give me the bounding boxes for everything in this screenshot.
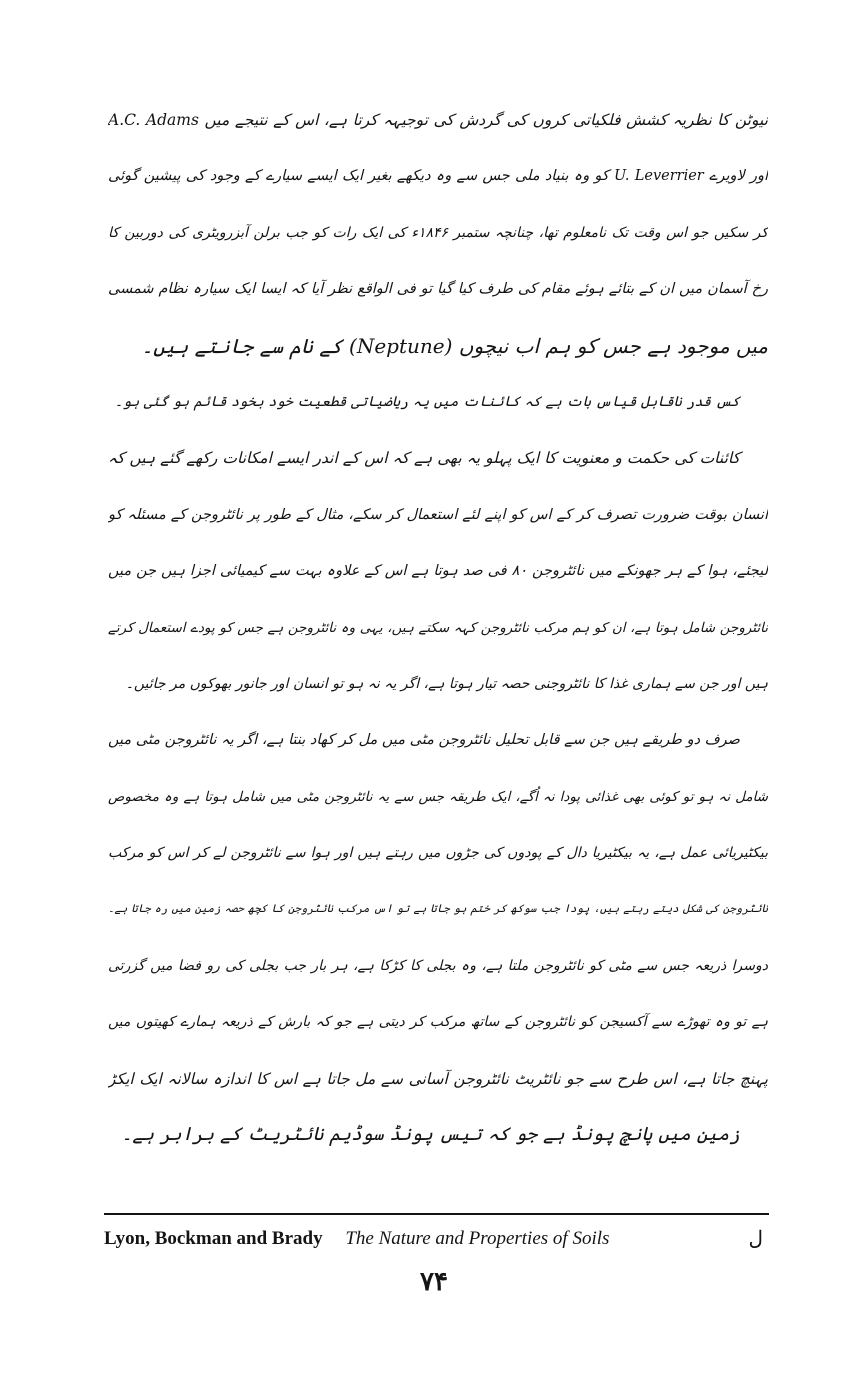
- text-line: اور لاویرے U. Leverrier کو وہ بنیاد ملی جس سے وہ دیکھے بغیر ایک ایسے سیارے کے وجود کی پیشین گوئی: [108, 168, 768, 185]
- text-line: پہنچ جاتا ہے، اس طرح سے جو نائٹریٹ نائٹروجن آسانی سے مل جاتا ہے اس کا اندازہ سالانہ ایک ایکڑ: [108, 1069, 768, 1088]
- text-line: نائٹروجن شامل ہوتا ہے، ان کو ہم مرکب نائٹروجن کہہ سکتے ہیں، یہی وہ نائٹروجن ہے جس کو پودے استعمال کرتے: [108, 619, 768, 636]
- text-line: نیوٹن کا نظریہ کشش فلکیاتی کروں کی گردش کی توجیہہ کرتا ہے، اس کے نتیجے میں A.C. Adams: [108, 111, 768, 129]
- text-line: ہیں اور جن سے ہماری غذا کا نائٹروجنی حصہ تیار ہوتا ہے، اگر یہ نہ ہو تو انسان اور جانور بھوکوں مر جائیں۔: [125, 675, 768, 692]
- text-line: شامل نہ ہو تو کوئی بھی غذائی پودا نہ اُگے، ایک طریقہ جس سے یہ نائٹروجن مٹی میں شامل ہوتا ہے وہ مخصوص: [108, 788, 768, 805]
- footnote-divider: [104, 1213, 769, 1215]
- text-line: کس قدر ناقابل قیاس بات ہے کہ کائنات میں یہ ریاضیاتی قطعیت خود بخود قائم ہو گئی ہو۔: [114, 393, 740, 410]
- footnote-authors: Lyon, Bockman and Brady: [104, 1228, 323, 1249]
- text-line: رخ آسمان میں ان کے بتائے ہوئے مقام کی طرف کیا گیا تو فی الواقع نظر آیا کہ ایسا ایک سیارہ نظام شمسی: [108, 281, 768, 298]
- text-line: ہے تو وہ تھوڑے سے آکسیجن کو نائٹروجن کے ساتھ مرکب کر دیتی ہے جو کہ بارش کے ذریعہ ہمارے کھیتوں میں: [108, 1014, 768, 1031]
- text-line: لیجئے، ہوا کے ہر جھونکے میں نائٹروجن ۸۰ فی صد ہوتا ہے اس کے علاوہ بہت سے کیمیائی اجزا ہیں جن میں: [108, 563, 768, 580]
- text-line: انسان بوقت ضرورت تصرف کر کے اس کو اپنے لئے استعمال کر سکے، مثال کے طور پر نائٹروجن کے مسئلہ کو: [108, 506, 768, 523]
- text-line: صرف دو طریقے ہیں جن سے قابل تحلیل نائٹروجن مٹی میں مل کر کھاد بنتا ہے، اگر یہ نائٹروجن مٹی میں: [108, 732, 740, 749]
- footnote: [104, 1222, 769, 1256]
- footnote-book-title: The Nature and Properties of Soils: [345, 1228, 610, 1249]
- text-line: کائنات کی حکمت و معنویت کا ایک پہلو یہ بھی ہے کہ اس کے اندر ایسے امکانات رکھے گئے ہیں کہ: [108, 449, 740, 468]
- footnote-marker: ل: [748, 1228, 763, 1250]
- text-line: میں موجود ہے جس کو ہم اب نیچوں (Neptune) کے نام سے جانتے ہیں۔: [141, 333, 768, 358]
- text-line: نائٹروجن کی شکل دیتے رہتے ہیں، پودا جب سوکھ کر ختم ہو جاتا ہے تو اس مرکب نائٹروجن کا کچھ حصہ زمین میں رہ جاتا ہے۔: [108, 902, 768, 916]
- text-line: زمین میں پانچ پونڈ ہے جو کہ تیس پونڈ سوڈیم نائٹریٹ کے برابر ہے۔: [121, 1124, 740, 1146]
- text-line: بیکٹیریائی عمل ہے، یہ بیکٹیریا دال کے پودوں کی جڑوں میں رہتے ہیں اور ہوا سے نائٹروجن لے کر اس کو مرکب: [108, 845, 768, 862]
- body-text: [108, 92, 768, 1163]
- page-number: ۷۴: [420, 1267, 448, 1297]
- text-line: کر سکیں جو اس وقت تک نامعلوم تھا، چنانچہ ستمبر ۱۸۴۶ء کی ایک رات کو جب برلن آبزرویٹری کی دوربین کا: [108, 224, 768, 241]
- text-line: دوسرا ذریعہ جس سے مٹی کو نائٹروجن ملتا ہے، وہ بجلی کا کڑکا ہے، ہر بار جب بجلی کی رو فضا میں گزرتی: [108, 957, 768, 974]
